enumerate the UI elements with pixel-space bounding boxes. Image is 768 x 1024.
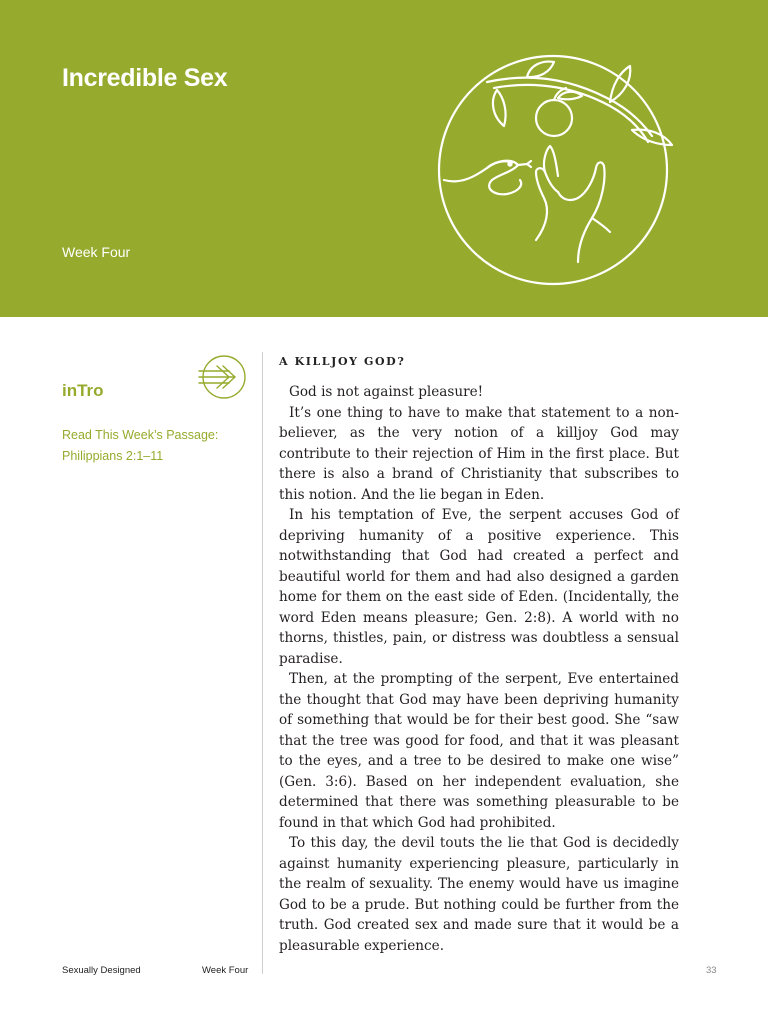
footer-book-title: Sexually Designed xyxy=(62,965,141,976)
header-banner xyxy=(0,0,768,317)
page-title: Incredible Sex xyxy=(62,64,228,92)
footer-week: Week Four xyxy=(202,965,249,976)
passage-reference: Philippians 2:1–11 xyxy=(62,449,164,463)
paragraph: Then, at the prompting of the serpent, Eve entertained the thought that God may have been depriving humanity of something that would be for their best good. She “saw that the tree was good for food, and that it was pleasant to the eyes, and a tree to be desired to make one wise” (Gen. 3:6). Based on her independent evaluation, she determined that there was something pleasurable to be found in that which God had prohibited. xyxy=(279,671,679,831)
section-heading: A KILLJOY GOD? xyxy=(279,355,406,368)
paragraph: To this day, the devil touts the lie that God is decidedly against humanity experiencing pleasure, particularly in the realm of sexuality. The enemy would have us imagine God to be a prude. But nothing could be further from the truth. God created sex and made sure that it would be a pleasurable experience. xyxy=(279,835,679,954)
paragraph: God is not against pleasure! xyxy=(289,384,484,400)
double-arrow-circle-icon xyxy=(195,354,247,400)
garden-of-eden-illustration xyxy=(432,50,680,298)
column-divider xyxy=(262,352,263,974)
article-body xyxy=(279,382,679,956)
passage-label: Read This Week’s Passage: xyxy=(62,428,219,442)
paragraph: In his temptation of Eve, the serpent accuses God of depriving humanity of a positive experience. This notwithstanding that God had created a perfect and beautiful world for them and had also designed a garden home for them on the east side of Eden. (Incidentally, the word Eden means pleasure; Gen. 2:8). A world with no thorns, thistles, pain, or distress was doubtless a sensual paradise. xyxy=(279,507,679,667)
week-label: Week Four xyxy=(62,244,131,260)
paragraph: It’s one thing to have to make that statement to a non-believer, as the very notion of a killjoy God may contribute to their rejection of Him in the first place. But there is also a brand of Christianity that subscribes to this notion. And the lie began in Eden. xyxy=(279,404,679,503)
page-number: 33 xyxy=(706,965,717,976)
reading-passage xyxy=(62,425,252,467)
intro-heading: inTro xyxy=(62,381,104,400)
